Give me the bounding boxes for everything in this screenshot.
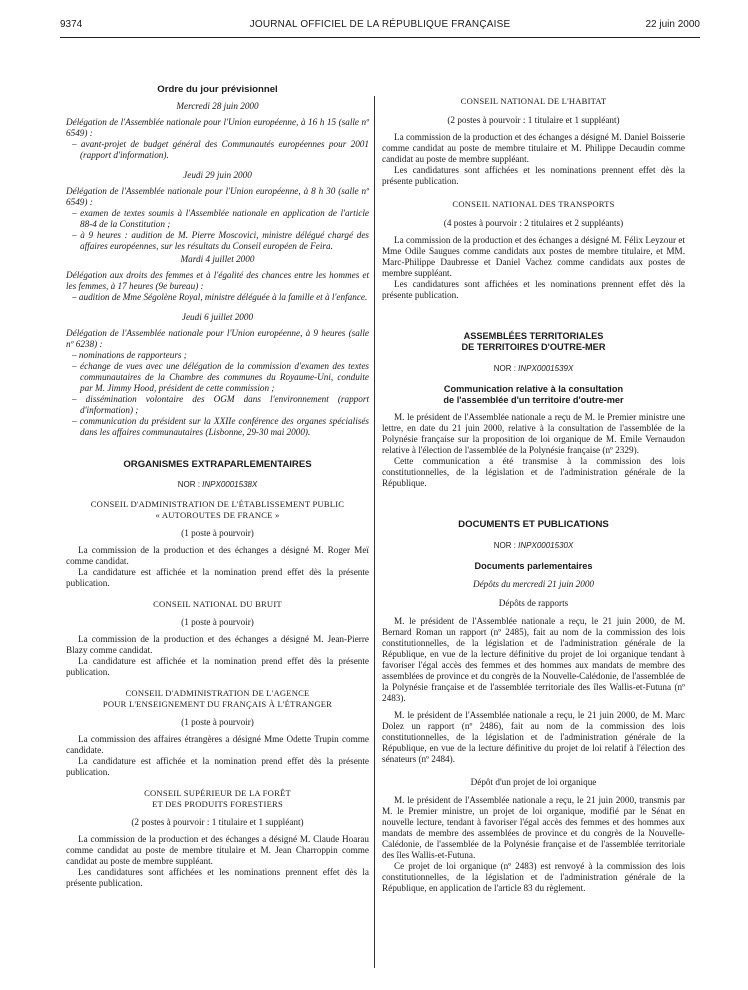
communication-subtitle: Communication relative à la consultation <box>443 384 624 394</box>
agenda-list <box>66 139 369 161</box>
meeting-org: Délégation de l'Assemblée nationale pour l'Union européenne, à 16 h 15 (salle nº 6549) : <box>66 117 369 138</box>
left-column <box>66 84 369 889</box>
body-name: « AUTOROUTES DE FRANCE » <box>155 510 280 520</box>
depots-date: Dépôts du mercredi 21 juin 2000 <box>472 579 595 589</box>
body-paragraph: Les candidatures sont affichées et les nominations prennent effet dès la présente publication. <box>66 867 369 888</box>
column-divider <box>374 96 375 968</box>
body-name: ET DES PRODUITS FORESTIERS <box>152 799 283 809</box>
nor-label: NOR : <box>177 480 200 489</box>
agenda-item: – nominations de rapporteurs ; <box>66 350 369 361</box>
nor-label: NOR : <box>493 364 516 373</box>
postes-count: (1 poste à pourvoir) <box>181 528 254 538</box>
body-name: CONSEIL NATIONAL DES TRANSPORTS <box>452 199 615 209</box>
body-paragraph: La candidature est affichée et la nomination prend effet dès la présente publication. <box>66 656 369 677</box>
body-paragraph: La candidature est affichée et la nomination prend effet dès la présente publication. <box>66 756 369 777</box>
nor-label: NOR : <box>493 541 516 550</box>
meeting-org: Délégation de l'Assemblée nationale pour l'Union européenne, à 9 heures (salle nº 6238) : <box>66 328 369 349</box>
agenda-item: – avant-projet de budget général des Communautés européennes pour 2001 (rapport d'information). <box>66 139 369 161</box>
postes-count: (1 poste à pourvoir) <box>181 717 254 727</box>
projet-paragraph: Ce projet de loi organique (nº 2483) est renvoyé à la commission des lois constitutionnelles, de la législation et de l'administration générale de la République, en application de l'article 83 du règlement. <box>382 861 685 893</box>
rapport-paragraph: M. le président de l'Assemblée nationale a reçu, le 21 juin 2000, de M. Marc Dolez un rapport (nº 2486), fait au nom de la commission des lois constitutionnelles, de la législation et de l'administration générale de la République, en vue de la lecture définitive du projet de loi relatif à l'élection des sénateurs (nº 2484). <box>382 710 685 764</box>
nor-code: INPX0001530X <box>518 541 574 550</box>
day-date: Jeudi 6 juillet 2000 <box>181 312 254 322</box>
agenda-item: – échange de vues avec une délégation de la commission d'examen des textes communautaires de la Chambre des communes du Royaume-Uni, conduite par M. Jimmy Hood, président de cette commission ; <box>66 361 369 394</box>
body-paragraph: Les candidatures sont affichées et les nominations prennent effet dès la présente publication. <box>382 165 685 186</box>
day-date: Mardi 4 juillet 2000 <box>180 254 255 264</box>
postes-count: (4 postes à pourvoir : 2 titulaires et 2 suppléants) <box>443 218 624 228</box>
day-date: Jeudi 29 juin 2000 <box>183 170 252 180</box>
body-paragraph: La commission de la production et des échanges a désigné M. Jean-Pierre Blazy comme candidat. <box>66 634 369 655</box>
agenda-item: – dissémination volontaire des OGM dans l'environnement (rapport d'information) ; <box>66 394 369 416</box>
documents-title: DOCUMENTS ET PUBLICATIONS <box>458 519 609 530</box>
projet-paragraph: M. le président de l'Assemblée nationale a reçu, le 21 juin 2000, transmis par M. le Premier ministre, un projet de loi organique, modifié par le Sénat en nouvelle lecture, tendant à favoriser l'égal accès des femmes et des hommes aux mandats de membre des assemblées de province et du congrès de la Nouvelle-Calédonie, de l'assemblée de la Polynésie française et de l'assemblée territoriale des îles Wallis-et-Futuna. <box>382 795 685 860</box>
right-column <box>382 96 685 894</box>
organismes-title: ORGANISMES EXTRAPARLEMENTAIRES <box>123 459 312 470</box>
agenda-item: – audition de Mme Ségolène Royal, ministre déléguée à la famille et à l'enfance. <box>66 292 369 303</box>
body-name: CONSEIL NATIONAL DU BRUIT <box>153 599 282 609</box>
body-paragraph: La commission des affaires étrangères a désigné Mme Odette Trupin comme candidate. <box>66 734 369 755</box>
nor-reference <box>382 363 685 374</box>
agenda-item: – à 9 heures : audition de M. Pierre Moscovici, ministre délégué chargé des affaires européennes, sur les résultats du Conseil européen de Feira. <box>66 230 369 252</box>
rapports-heading: Dépôts de rapports <box>498 598 569 608</box>
body-paragraph: La commission de la production et des échanges a désigné M. Daniel Boisserie comme candidat au poste de membre titulaire et M. Philippe Decaudin comme candidat au poste de membre suppléant. <box>382 132 685 164</box>
territoriales-title: ASSEMBLÉES TERRITORIALES <box>463 331 604 341</box>
meeting-org: Délégation aux droits des femmes et à l'égalité des chances entre les hommes et les femmes, à 17 heures (9e bureau) : <box>66 270 369 291</box>
postes-count: (2 postes à pourvoir : 1 titulaire et 1 suppléant) <box>447 115 620 125</box>
nor-reference <box>382 540 685 551</box>
body-paragraph: La commission de la production et des échanges a désigné M. Roger Meï comme candidat. <box>66 545 369 566</box>
agenda-list <box>66 350 369 438</box>
body-paragraph: La commission de la production et des échanges a désigné M. Claude Hoarau comme candidat au poste de membre titulaire et M. Jean Charroppin comme candidat au poste de membre suppléant. <box>66 834 369 866</box>
body-name: CONSEIL SUPÉRIEUR DE LA FORÊT <box>144 788 291 798</box>
body-name: CONSEIL D'ADMINISTRATION DE L'AGENCE <box>125 688 310 698</box>
agenda-list <box>66 292 369 303</box>
body-paragraph: Les candidatures sont affichées et les nominations prennent effet dès la présente publication. <box>382 279 685 300</box>
ordre-title: Ordre du jour prévisionnel <box>157 84 278 95</box>
nor-reference <box>66 479 369 490</box>
projet-heading: Dépôt d'un projet de loi organique <box>470 777 597 787</box>
meeting-org: Délégation de l'Assemblée nationale pour l'Union européenne, à 8 h 30 (salle nº 6549) : <box>66 186 369 207</box>
communication-subtitle: de l'assemblée d'un territoire d'outre-mer <box>443 395 624 405</box>
postes-count: (1 poste à pourvoir) <box>181 617 254 627</box>
body-name: POUR L'ENSEIGNEMENT DU FRANÇAIS À L'ÉTRANGER <box>102 699 333 709</box>
body-paragraph: La commission de la production et des échanges a désigné M. Félix Leyzour et Mme Odile Saugues comme candidats aux postes de membre titulaire, et MM. Marc-Philippe Daubresse et Daniel Vachez comme candidats aux postes de membre suppléant. <box>382 235 685 278</box>
postes-count: (2 postes à pourvoir : 1 titulaire et 1 suppléant) <box>131 817 304 827</box>
journal-title: JOURNAL OFFICIEL DE LA RÉPUBLIQUE FRANÇAISE <box>249 19 511 30</box>
body-paragraph: M. le président de l'Assemblée nationale a reçu de M. le Premier ministre une lettre, en date du 21 juin 2000, relative à la consultation de l'assemblée de la Polynésie française sur la proposition de loi organique de M. Emile Vernaudon relative à l'élection de l'assemblée de la Polynésie française (nº 2329). <box>382 412 685 455</box>
agenda-list <box>66 208 369 252</box>
body-paragraph: Cette communication a été transmise à la commission des lois constitutionnelles, de la législation et de l'administration générale de la République. <box>382 456 685 488</box>
documents-subtitle: Documents parlementaires <box>474 561 593 571</box>
rapport-paragraph: M. le président de l'Assemblée nationale a reçu, le 21 juin 2000, de M. Bernard Roman un rapport (nº 2485), fait au nom de la commission des lois constitutionnelles, de la législation et de l'administration générale de la République, en vue de la lecture définitive du projet de loi organique tendant à favoriser l'égal accès des femmes et des hommes aux mandats de membre des assemblées de province et du congrès de la Nouvelle-Calédonie, de l'assemblée de la Polynésie française et de l'assemblée territoriale des îles Wallis-et-Futuna (nº 2483). <box>382 616 685 703</box>
page-number: 9374 <box>60 19 83 30</box>
page-header <box>60 15 700 38</box>
day-date: Mercredi 28 juin 2000 <box>176 101 259 111</box>
body-paragraph: La candidature est affichée et la nomination prend effet dès la présente publication. <box>66 567 369 588</box>
agenda-item: – examen de textes soumis à l'Assemblée nationale en application de l'article 88-4 de la Constitution ; <box>66 208 369 230</box>
publication-date: 22 juin 2000 <box>645 19 700 30</box>
nor-code: INPX0001538X <box>202 480 258 489</box>
territoriales-title: DE TERRITOIRES D'OUTRE-MER <box>461 342 606 352</box>
body-name: CONSEIL D'ADMINISTRATION DE L'ÉTABLISSEMENT PUBLIC <box>90 499 345 509</box>
agenda-item: – communication du président sur la XXIIe conférence des organes spécialisés dans les affaires communautaires (Lisbonne, 29-30 mai 2000). <box>66 416 369 438</box>
nor-code: INPX0001539X <box>518 364 574 373</box>
body-name: CONSEIL NATIONAL DE L'HABITAT <box>460 96 607 106</box>
